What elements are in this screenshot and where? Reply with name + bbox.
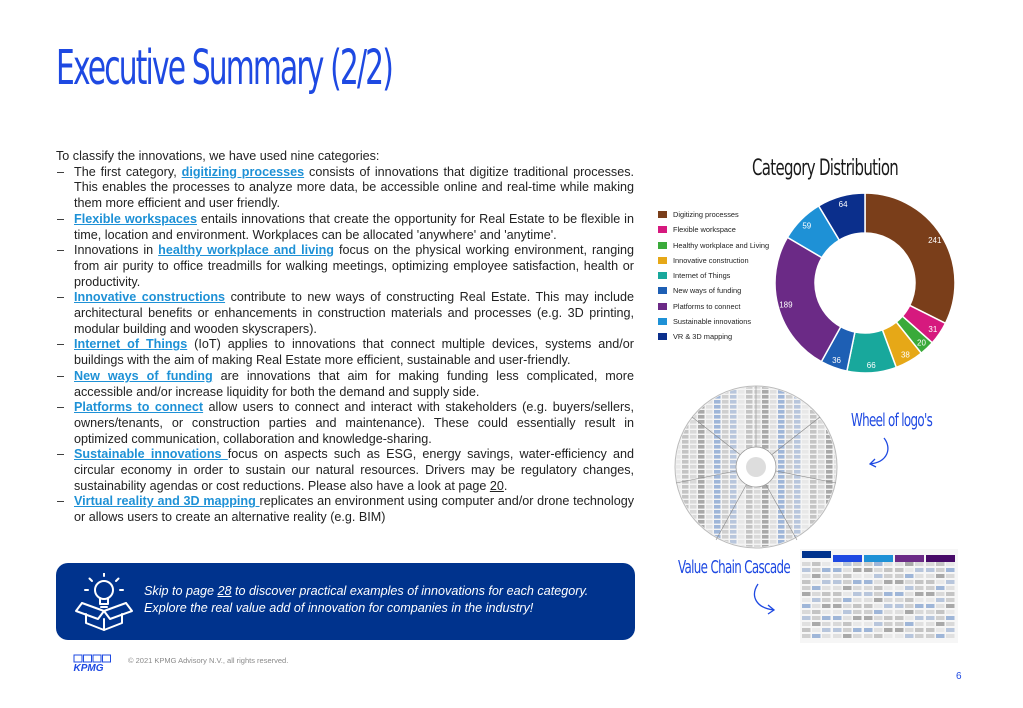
list-item: – Innovative constructions contribute to new ways of constructing Real Estate. This may include architectural benefits or enhancements in construction materials and processes (e.g. 3D printing, modular building and wooden skyscrapers). [57, 290, 634, 336]
data-label: 189 [779, 300, 793, 310]
legend-label: Sustainable innovations [673, 317, 752, 327]
donut-slice [775, 237, 841, 361]
curved-arrow-icon [748, 582, 782, 616]
legend-swatch [658, 318, 667, 325]
data-label: 36 [832, 355, 841, 365]
legend-swatch [658, 211, 667, 218]
category-list [56, 165, 634, 526]
legend-label: Digitizing processes [673, 210, 739, 219]
copyright: © 2021 KPMG Advisory N.V., all rights reserved. [128, 656, 289, 665]
chart-title: Category Distribution [752, 156, 899, 181]
list-item: – Innovations in healthy workplace and living focus on the physical working environment, ranging from air purity to office treadmills for walking meetings, optimizing employee satisfaction, health or productivity. [57, 243, 634, 289]
kpmg-logo [73, 654, 113, 672]
data-label: 20 [917, 338, 926, 348]
category-link-new-ways-of-funding[interactable]: New ways of funding [74, 368, 213, 383]
body-text [56, 149, 634, 526]
donut-slice [865, 193, 955, 323]
category-link-flexible-workspaces[interactable]: Flexible workspaces [74, 211, 197, 226]
page-title: Executive Summary (2/2) [56, 40, 392, 96]
callout-text: Skip to page 28 to discover practical examples of innovations for each category. Explore the real value add of innovation for companies in the industry! [144, 584, 589, 615]
donut-chart [770, 188, 960, 378]
value-chain-cascade-image[interactable] [800, 549, 958, 643]
data-label: 59 [802, 221, 812, 231]
wheel-of-logos-image[interactable] [672, 383, 840, 550]
legend-label: Platforms to connect [673, 301, 741, 311]
data-label: 241 [928, 235, 942, 245]
list-item: – Internet of Things (IoT) applies to innovations that connect multiple devices, systems and/or buildings with the aim of making Real Estate more efficient, sustainable and user-friendly. [57, 337, 634, 368]
data-label: 66 [866, 360, 876, 370]
svg-text:KPMG: KPMG [73, 663, 104, 672]
data-label: 38 [900, 350, 910, 360]
legend-label: New ways of funding [673, 286, 742, 296]
legend-swatch [658, 303, 667, 310]
category-link-virtual-reality[interactable]: Virtual reality and 3D mapping [74, 494, 260, 509]
category-link-internet-of-things[interactable]: Internet of Things [74, 337, 188, 352]
curved-arrow-icon [862, 436, 896, 470]
data-label: 64 [838, 199, 848, 209]
category-link-platforms-to-connect[interactable]: Platforms to connect [74, 400, 204, 415]
category-link-digitizing-processes[interactable]: digitizing processes [181, 164, 305, 179]
legend-label: Flexible workspace [673, 225, 736, 235]
list-item: – New ways of funding are innovations that aim for making funding less complicated, more accessible and/or increase liquidity for both the demand and supply side. [57, 368, 634, 399]
list-item: – Virtual reality and 3D mapping replicates an environment using computer and/or drone technology or allows users to create an alternative reality (e.g. BIM) [57, 494, 634, 525]
legend-swatch [658, 287, 667, 294]
legend-swatch [658, 242, 667, 249]
legend-label: Healthy workplace and Living [673, 240, 770, 250]
legend-label: Innovative construction [673, 255, 749, 265]
list-item: – Platforms to connect allow users to connect and interact with stakeholders (e.g. buyers/sellers, owners/tenants, or construction parties and maintenance). These could essentially result in optimized communication, collaboration and knowledge-sharing. [57, 400, 634, 446]
legend-swatch [658, 257, 667, 264]
legend-swatch [658, 272, 667, 279]
wheel-of-logos-label: Wheel of logo's [851, 410, 933, 431]
legend-swatch [658, 333, 667, 340]
page-link-28[interactable]: 28 [217, 584, 232, 598]
category-link-healthy-workplace[interactable]: healthy workplace and living [158, 243, 334, 258]
legend-label: Internet of Things [673, 271, 731, 281]
category-link-sustainable-innovations[interactable]: Sustainable innovations [74, 447, 228, 462]
intro-text: To classify the innovations, we have used nine categories: [56, 149, 380, 163]
list-item: – The first category, digitizing processes consists of innovations that digitize traditional processes. This enables the processes to analyze more data, be accessible online and real-time while making them more efficient and user friendly. [57, 164, 634, 211]
data-label: 31 [928, 324, 938, 334]
page-link-20[interactable]: 20 [489, 478, 504, 493]
legend-label: VR & 3D mapping [673, 332, 733, 342]
list-item: – Flexible workspaces entails innovations that create the opportunity for Real Estate to be flexible in time, location and environment. Workplaces can be allocated 'anywhere' and 'anytime'. [57, 211, 634, 242]
category-link-innovative-constructions[interactable]: Innovative constructions [74, 290, 226, 305]
value-chain-label: Value Chain Cascade [678, 557, 791, 578]
page-number: 6 [956, 671, 962, 682]
list-item: – Sustainable innovations focus on aspects such as ESG, energy savings, water-efficiency and circular economy in order to sustain our natural resources. Drivers may be regulatory changes, sustainability agendas or cost reductions. Please also have a look at page 20. [57, 447, 634, 493]
callout-box [56, 563, 635, 640]
lightbulb-box-icon [74, 573, 134, 631]
legend-swatch [658, 226, 667, 233]
